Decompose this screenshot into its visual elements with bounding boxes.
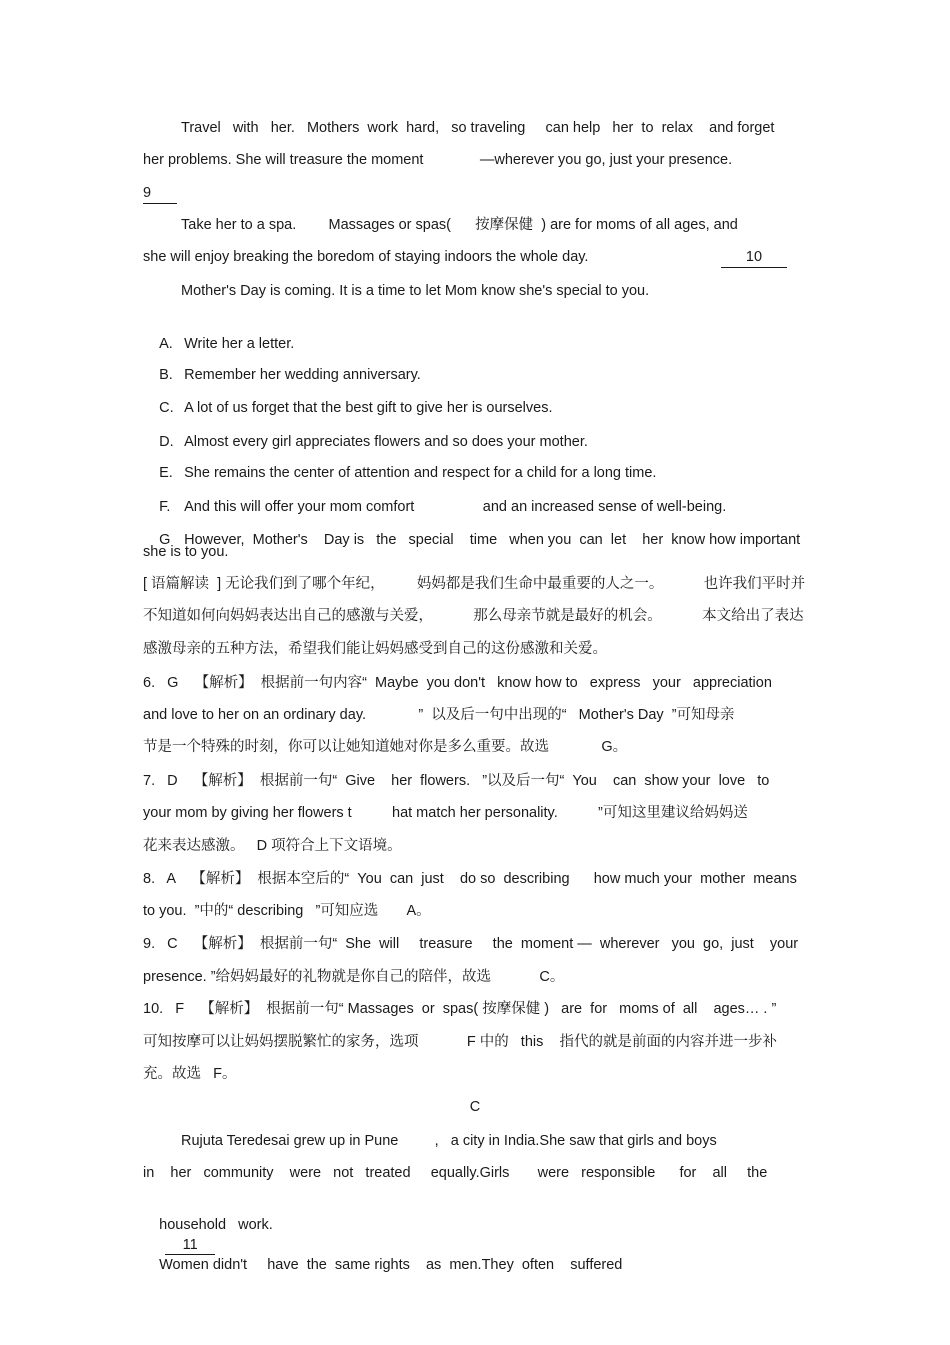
answer-blank-10: 10 (721, 247, 787, 268)
q9-explanation-line-2: presence. ”给妈妈最好的礼物就是你自己的陪伴，故选 C。 (143, 969, 565, 985)
q6-explanation-line-2: and love to her on an ordinary day. ” 以及后一句中出现的“ Mother's Day ”可知母亲 (143, 707, 735, 723)
option-e (143, 443, 811, 481)
q6-explanation-line-3: 节是一个特殊的时刻，你可以让她知道她对你是多么重要。故选 G。 (143, 739, 628, 755)
option-letter: A. (159, 336, 173, 352)
q7-explanation-line-2: your mom by giving her flowers t hat match her personality. ”可知这里建议给妈妈送 (143, 805, 748, 821)
mothers-day-paragraph: Mother's Day is coming. It is a time to let Mom know she's special to you. (181, 283, 650, 299)
passage-summary-line-3: 感激母亲的五种方法，希望我们能让妈妈感受到自己的这份感激和关爱。 (143, 641, 607, 657)
option-g-line-2: she is to you. (143, 544, 229, 560)
passage-summary-line-2: 不知道如何向妈妈表达出自己的感激与关爱， 那么母亲节就是最好的机会。 本文给出了表达 (143, 608, 804, 624)
option-letter: E. (159, 465, 173, 481)
passage-summary-line-1: [ 语篇解读 ] 无论我们到了哪个年纪， 妈妈都是我们生命中最重要的人之一。 也许我们平时并 (143, 576, 806, 592)
option-c (143, 378, 811, 416)
option-letter: F. (159, 499, 171, 515)
q8-explanation-line-1: 8. A 【解析】 根据本空后的“ You can just do so describing how much your mother means (143, 871, 797, 887)
travel-paragraph-line-1: Travel with her. Mothers work hard, so traveling can help her to relax and forget (181, 120, 775, 136)
option-text: However, Mother's Day is the special time when you can let her know how important (184, 532, 801, 548)
option-letter: G (159, 532, 171, 548)
option-b (143, 345, 811, 383)
passage-c-line-1: Rujuta Teredesai grew up in Pune , a city in India.She saw that girls and boys (181, 1133, 717, 1149)
option-a (143, 314, 811, 352)
passage-c-line-3 (143, 1195, 811, 1273)
option-text: And this will offer your mom comfort and an increased sense of well-being. (184, 499, 727, 515)
q10-explanation-line-1: 10. F 【解析】 根据前一句“ Massages or spas( 按摩保健 ) are for moms of all ages… . ” (143, 1001, 777, 1017)
passage-c-line-3-end: Women didn't have the same rights as men.They often suffered (159, 1257, 623, 1273)
q7-explanation-line-3: 花来表达感激。 D 项符合上下文语境。 (143, 838, 402, 854)
q10-explanation-line-3: 充。故选 F。 (143, 1066, 237, 1082)
section-heading-c: C (469, 1099, 481, 1115)
option-text: Almost every girl appreciates flowers and so does your mother. (184, 434, 588, 450)
option-d (143, 412, 811, 450)
option-letter: B. (159, 367, 173, 383)
passage-c-line-3-start: household work. (159, 1217, 273, 1233)
spa-paragraph-line-2: she will enjoy breaking the boredom of staying indoors the whole day. (143, 249, 589, 265)
q9-explanation-line-1: 9. C 【解析】 根据前一句“ She will treasure the moment — wherever you go, just your (143, 936, 799, 952)
answer-blank-11: 11 (165, 1236, 215, 1255)
option-text: She remains the center of attention and respect for a child for a long time. (184, 465, 657, 481)
q10-explanation-line-2: 可知按摩可以让妈妈摆脱繁忙的家务，选项 F 中的 this 指代的就是前面的内容并进一步补 (143, 1034, 777, 1050)
q7-explanation-line-1: 7. D 【解析】 根据前一句“ Give her flowers. ”以及后一句“ You can show your love to (143, 773, 770, 789)
travel-paragraph-line-2: her problems. She will treasure the moment —wherever you go, just your presence. (143, 152, 733, 168)
q6-explanation-line-1: 6. G 【解析】 根据前一句内容“ Maybe you don't know how to express your appreciation (143, 675, 772, 691)
passage-c-line-2: in her community were not treated equally.Girls were responsible for all the (143, 1165, 768, 1181)
option-text: Remember her wedding anniversary. (184, 367, 421, 383)
option-letter: C. (159, 400, 174, 416)
answer-blank-9: 9 (143, 183, 177, 204)
q8-explanation-line-2: to you. ”中的“ describing ”可知应选 A。 (143, 903, 431, 919)
option-g (143, 510, 811, 548)
option-f (143, 477, 811, 515)
option-text: A lot of us forget that the best gift to give her is ourselves. (184, 400, 553, 416)
option-text: Write her a letter. (184, 336, 295, 352)
option-letter: D. (159, 434, 174, 450)
spa-paragraph-line-1: Take her to a spa. Massages or spas( 按摩保健 ) are for moms of all ages, and (181, 217, 738, 233)
